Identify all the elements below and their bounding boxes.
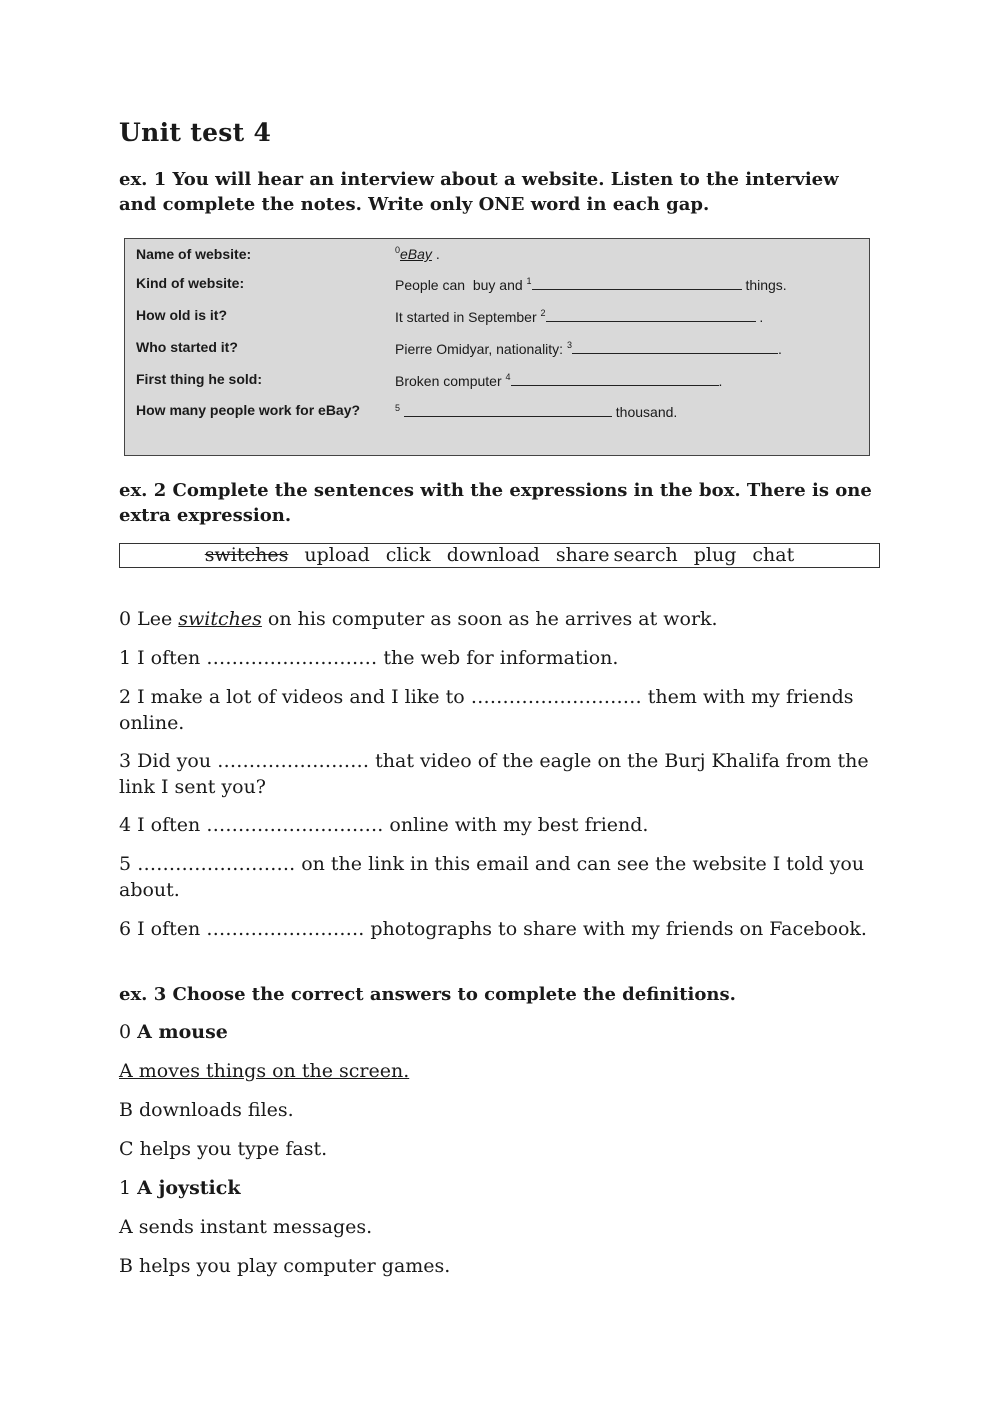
note-row-founder xyxy=(125,339,869,359)
gap-number: 0 xyxy=(395,245,401,255)
gap-number: 2 xyxy=(540,308,546,318)
correct-option: A moves things on the screen. xyxy=(119,1060,410,1082)
sentence-2[interactable]: 2 I make a lot of videos and I like to ……………………… them with my friends online. xyxy=(119,686,854,734)
word-option: share xyxy=(555,544,610,566)
sentence-4[interactable]: 4 I often ………………………. online with my best friend. xyxy=(119,814,649,836)
note-prefix: Pierre Omidyar, nationality: xyxy=(395,341,567,357)
note-suffix: . xyxy=(435,246,440,262)
sentence-prefix: 0 Lee xyxy=(119,608,179,630)
gap-number: 1 xyxy=(526,276,532,286)
ex1-notes-box xyxy=(124,238,870,456)
word-box xyxy=(119,543,880,568)
answer-gap-2[interactable] xyxy=(546,307,756,322)
q0-option-c[interactable]: C helps you type fast. xyxy=(119,1138,328,1160)
note-label: Name of website: xyxy=(136,246,252,262)
gap-number: 5 xyxy=(395,403,401,413)
note-value xyxy=(395,307,763,325)
note-prefix: Broken computer xyxy=(395,373,506,389)
gap-number: 4 xyxy=(505,372,511,382)
note-value xyxy=(395,275,787,293)
note-label: Kind of website: xyxy=(136,275,245,291)
example-answer: eBay xyxy=(400,246,432,262)
sentence-suffix: on his computer as soon as he arrives at work. xyxy=(261,608,718,630)
ex2-instruction: ex. 2 Complete the sentences with the expressions in the box. There is one extra expression. xyxy=(119,480,872,526)
word-option: chat xyxy=(752,544,795,566)
word-option: plug xyxy=(693,544,737,566)
note-prefix: It started in September xyxy=(395,309,541,325)
example-sentence xyxy=(119,606,881,632)
note-prefix: People can buy and xyxy=(395,277,527,293)
note-row-kind xyxy=(125,275,869,295)
q1-option-b[interactable]: B helps you play computer games. xyxy=(119,1255,451,1277)
question-1 xyxy=(119,1175,881,1201)
q1-option-a[interactable]: A sends instant messages. xyxy=(119,1216,373,1238)
note-suffix: thousand. xyxy=(611,404,678,420)
note-row-age xyxy=(125,307,869,327)
ex1-instruction: ex. 1 You will hear an interview about a website. Listen to the interview and complete the notes. Write only ONE word in each gap. xyxy=(119,169,839,215)
note-label: How old is it? xyxy=(136,307,227,323)
note-value xyxy=(395,246,440,262)
note-suffix: . xyxy=(777,341,782,357)
answer-gap-1[interactable] xyxy=(532,275,742,290)
note-row-first-sale xyxy=(125,371,869,391)
note-label: First thing he sold: xyxy=(136,371,262,387)
gap-number: 3 xyxy=(566,340,572,350)
word-option: search xyxy=(613,544,678,566)
question-number: 0 xyxy=(119,1021,138,1043)
word-option: click xyxy=(385,544,431,566)
note-row-name xyxy=(125,246,869,266)
q0-option-a xyxy=(119,1058,881,1084)
page-title: Unit test 4 xyxy=(119,118,272,147)
word-option: upload xyxy=(304,544,370,566)
sentence-5[interactable]: 5 ……………………. on the link in this email and can see the website I told you about. xyxy=(119,853,865,901)
note-value xyxy=(395,402,677,420)
note-suffix: . xyxy=(718,373,723,389)
note-label: Who started it? xyxy=(136,339,238,355)
answer-gap-4[interactable] xyxy=(511,371,719,386)
note-suffix: . xyxy=(755,309,764,325)
question-number: 1 xyxy=(119,1177,138,1199)
question-term: A joystick xyxy=(137,1177,241,1199)
note-value xyxy=(395,339,782,357)
note-value xyxy=(395,371,722,389)
sentence-1[interactable]: 1 I often ……………………… the web for information. xyxy=(119,647,619,669)
question-term: A mouse xyxy=(137,1021,228,1043)
sentence-6[interactable]: 6 I often ……………………. photographs to share with my friends on Facebook. xyxy=(119,918,867,940)
answer-gap-3[interactable] xyxy=(572,339,778,354)
note-suffix: things. xyxy=(741,277,787,293)
note-label: How many people work for eBay? xyxy=(136,402,361,418)
example-answer: switches xyxy=(178,608,262,630)
ex3-instruction: ex. 3 Choose the correct answers to complete the definitions. xyxy=(119,984,736,1005)
word-option: switches xyxy=(204,544,289,566)
question-0 xyxy=(119,1019,881,1045)
answer-gap-5[interactable] xyxy=(404,402,612,417)
q0-option-b[interactable]: B downloads files. xyxy=(119,1099,294,1121)
sentence-3[interactable]: 3 Did you …………………… that video of the eagle on the Burj Khalifa from the link I sent you? xyxy=(119,750,869,798)
note-row-employees xyxy=(125,402,869,422)
word-option: download xyxy=(446,544,540,566)
